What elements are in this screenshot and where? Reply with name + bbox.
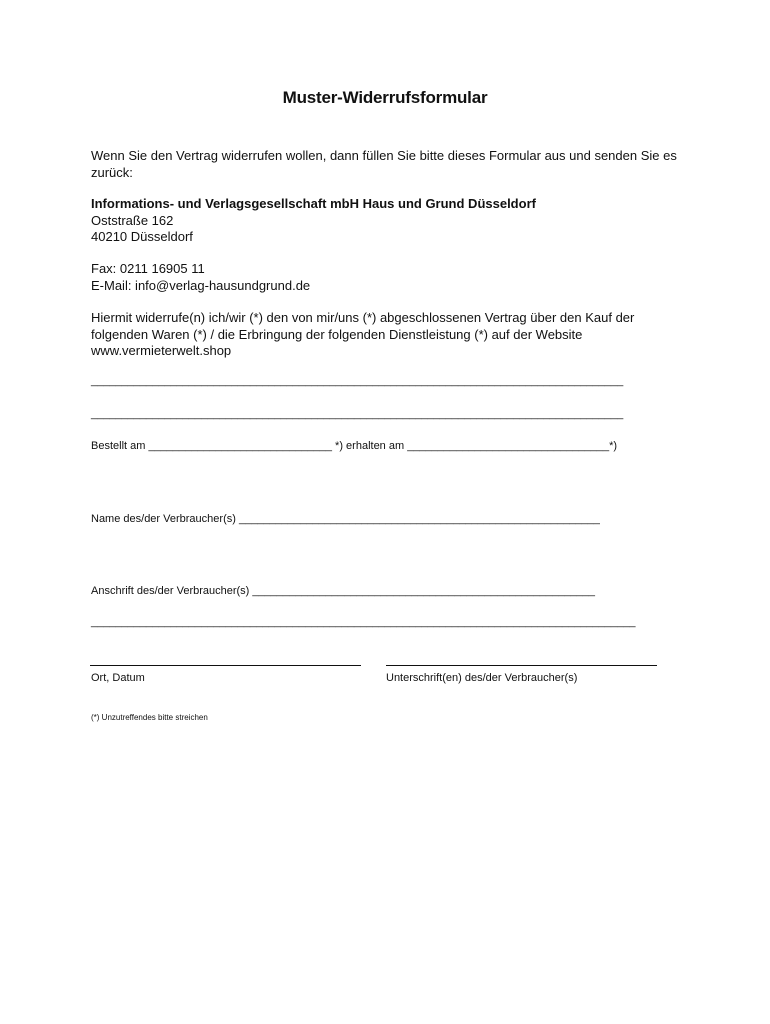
- withdrawal-statement: Hiermit widerrufe(n) ich/wir (*) den von mir/uns (*) abgeschlossenen Vertrag über den Kauf der folgenden Waren (*) / die Erbringung der folgenden Dienstleistung (*) auf der Website www.vermieterwelt.shop: [91, 310, 635, 358]
- page-title: Muster-Widerrufsformular: [282, 88, 488, 107]
- consumer-name-line: Name des/der Verbraucher(s) ___________________________________________________________: [91, 513, 600, 525]
- email-address: E-Mail: info@verlag-hausundgrund.de: [91, 277, 311, 293]
- goods-blank-line-1: _______________________________________________________________________________________: [91, 375, 624, 387]
- recipient-company: Informations- und Verlagsgesellschaft mbH Haus und Grund Düsseldorf: [91, 196, 536, 211]
- goods-blank-line-2: _______________________________________________________________________________________: [91, 408, 624, 420]
- recipient-city: 40210 Düsseldorf: [91, 229, 193, 244]
- consumer-address-line-1: Anschrift des/der Verbraucher(s) ________________________________________________________: [91, 585, 595, 597]
- intro-paragraph: Wenn Sie den Vertrag widerrufen wollen, dann füllen Sie bitte dieses Formular aus und senden Sie es zurück:: [91, 148, 677, 180]
- recipient-contact: [91, 261, 681, 294]
- place-date-signature-line: [90, 665, 361, 666]
- place-date-label: Ort, Datum: [91, 672, 145, 684]
- signature-label: Unterschrift(en) des/der Verbraucher(s): [386, 672, 578, 684]
- recipient-address: [91, 196, 681, 246]
- consumer-signature-line: [386, 665, 657, 666]
- order-dates-line: Bestellt am ______________________________ *) erhalten am _________________________________*): [91, 440, 618, 452]
- fax-number: Fax: 0211 16905 11: [91, 261, 205, 276]
- footnote: (*) Unzutreffendes bitte streichen: [91, 713, 208, 722]
- recipient-street: Oststraße 162: [91, 212, 174, 228]
- consumer-address-line-2: _________________________________________________________________________________________: [91, 616, 636, 628]
